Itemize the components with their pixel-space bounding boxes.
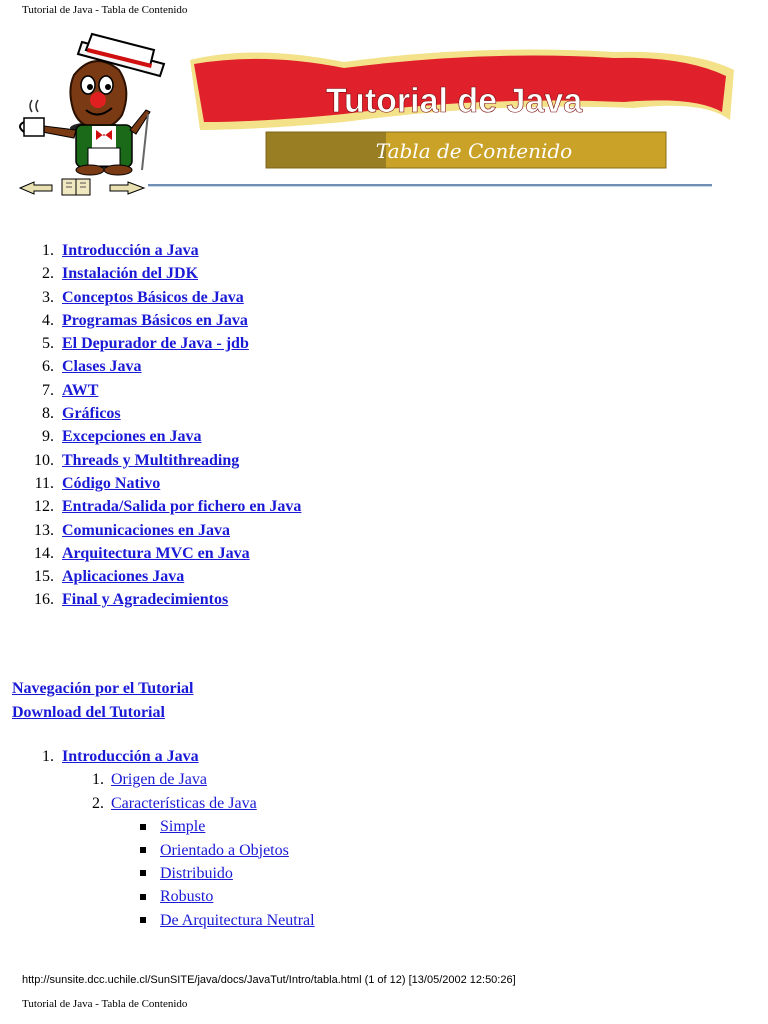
next-arrow-icon[interactable] xyxy=(110,182,144,194)
toc-item: 8. Gráficos xyxy=(42,405,121,423)
tree-subsection: 2. Características de Java xyxy=(92,794,257,812)
tutorial-download-link[interactable]: Download del Tutorial xyxy=(12,704,165,721)
tutorial-navigation-link[interactable]: Navegación por el Tutorial xyxy=(12,680,194,697)
toc-link-conceptos[interactable]: Conceptos Básicos de Java xyxy=(62,288,244,306)
toc-link-entrada-salida[interactable]: Entrada/Salida por fichero en Java xyxy=(62,498,302,516)
tree-feature xyxy=(22,862,315,885)
tree-link-caracteristicas[interactable]: Características de Java xyxy=(111,794,257,812)
prev-arrow-icon[interactable] xyxy=(20,182,52,194)
tree-feature xyxy=(22,885,315,908)
toc-link-clases[interactable]: Clases Java xyxy=(62,358,142,376)
toc-link-final[interactable]: Final y Agradecimientos xyxy=(62,591,229,609)
toc-link-programas[interactable]: Programas Básicos en Java xyxy=(62,311,248,329)
page-footer-title: Tutorial de Java - Tabla de Contenido xyxy=(22,998,188,1010)
bullet-icon xyxy=(140,917,146,923)
bullet-icon xyxy=(140,824,146,830)
toc-link-aplicaciones[interactable]: Aplicaciones Java xyxy=(62,568,185,586)
toc-link-awt[interactable]: AWT xyxy=(62,381,99,399)
bullet-icon xyxy=(140,870,146,876)
toc-item: 16. Final y Agradecimientos xyxy=(34,591,229,609)
toc-item: 11. Código Nativo xyxy=(34,474,161,492)
toc-item: 3. Conceptos Básicos de Java xyxy=(42,288,244,306)
toc-item: 4. Programas Básicos en Java xyxy=(42,311,248,329)
bullet-icon xyxy=(140,894,146,900)
toc-link-graficos[interactable]: Gráficos xyxy=(62,405,121,423)
tutorial-nav-links xyxy=(12,676,194,724)
toc-item: 9. Excepciones en Java xyxy=(42,428,202,446)
toc-link-codigo-nativo[interactable]: Código Nativo xyxy=(62,474,161,492)
tree-link-simple[interactable]: Simple xyxy=(160,818,206,836)
tree-section: 1. Introducción a Java xyxy=(42,748,199,765)
home-book-icon[interactable] xyxy=(62,179,90,195)
toc-link-instalacion[interactable]: Instalación del JDK xyxy=(62,265,199,283)
tree-link-orientado[interactable]: Orientado a Objetos xyxy=(160,841,289,859)
tree-link-distribuido[interactable]: Distribuido xyxy=(160,864,233,882)
java-mascot-image xyxy=(20,34,164,175)
header-divider xyxy=(148,184,712,187)
toc-item: 7. AWT xyxy=(42,381,99,399)
page-footer-url: http://sunsite.dcc.uchile.cl/SunSITE/java/docs/JavaTut/Intro/tabla.html (1 of 12) [13/05/2002 12:50:26] xyxy=(22,974,516,986)
banner-subtitle: Tabla de Contenido xyxy=(375,139,573,163)
tutorial-banner xyxy=(14,30,744,200)
toc-item: 12. Entrada/Salida por fichero en Java xyxy=(34,498,302,516)
toc-link-comunicaciones[interactable]: Comunicaciones en Java xyxy=(62,521,230,539)
toc-item: 6. Clases Java xyxy=(42,358,142,376)
page-header-title: Tutorial de Java - Tabla de Contenido xyxy=(22,4,188,16)
toc-item: 2. Instalación del JDK xyxy=(42,265,199,283)
tree-subsection: 1. Origen de Java xyxy=(92,771,207,789)
toc-item: 13. Comunicaciones en Java xyxy=(34,521,230,539)
table-of-contents xyxy=(22,239,301,612)
tree-link-arquitectura-neutral[interactable]: De Arquitectura Neutral xyxy=(160,911,315,929)
toc-link-introduccion[interactable]: Introducción a Java xyxy=(62,242,199,259)
section-tree xyxy=(22,745,315,932)
tree-feature xyxy=(22,815,315,838)
toc-link-depurador[interactable]: El Depurador de Java - jdb xyxy=(62,335,249,353)
nav-arrows[interactable] xyxy=(20,179,144,195)
toc-link-threads[interactable]: Threads y Multithreading xyxy=(62,451,240,469)
bullet-icon xyxy=(140,847,146,853)
tree-link-robusto[interactable]: Robusto xyxy=(160,888,214,906)
toc-item: 10. Threads y Multithreading xyxy=(34,451,240,469)
tree-link-origen[interactable]: Origen de Java xyxy=(111,771,207,789)
toc-item: 1. Introducción a Java xyxy=(42,242,199,259)
toc-link-excepciones[interactable]: Excepciones en Java xyxy=(62,428,202,446)
toc-item: 14. Arquitectura MVC en Java xyxy=(34,544,250,562)
toc-item: 5. El Depurador de Java - jdb xyxy=(42,335,249,353)
toc-item: 15. Aplicaciones Java xyxy=(34,568,185,586)
tree-feature xyxy=(22,909,315,932)
banner-title: Tutorial de Java xyxy=(325,82,583,120)
tree-link-introduccion[interactable]: Introducción a Java xyxy=(62,748,199,765)
toc-link-mvc[interactable]: Arquitectura MVC en Java xyxy=(62,544,250,562)
tree-feature xyxy=(22,839,315,862)
